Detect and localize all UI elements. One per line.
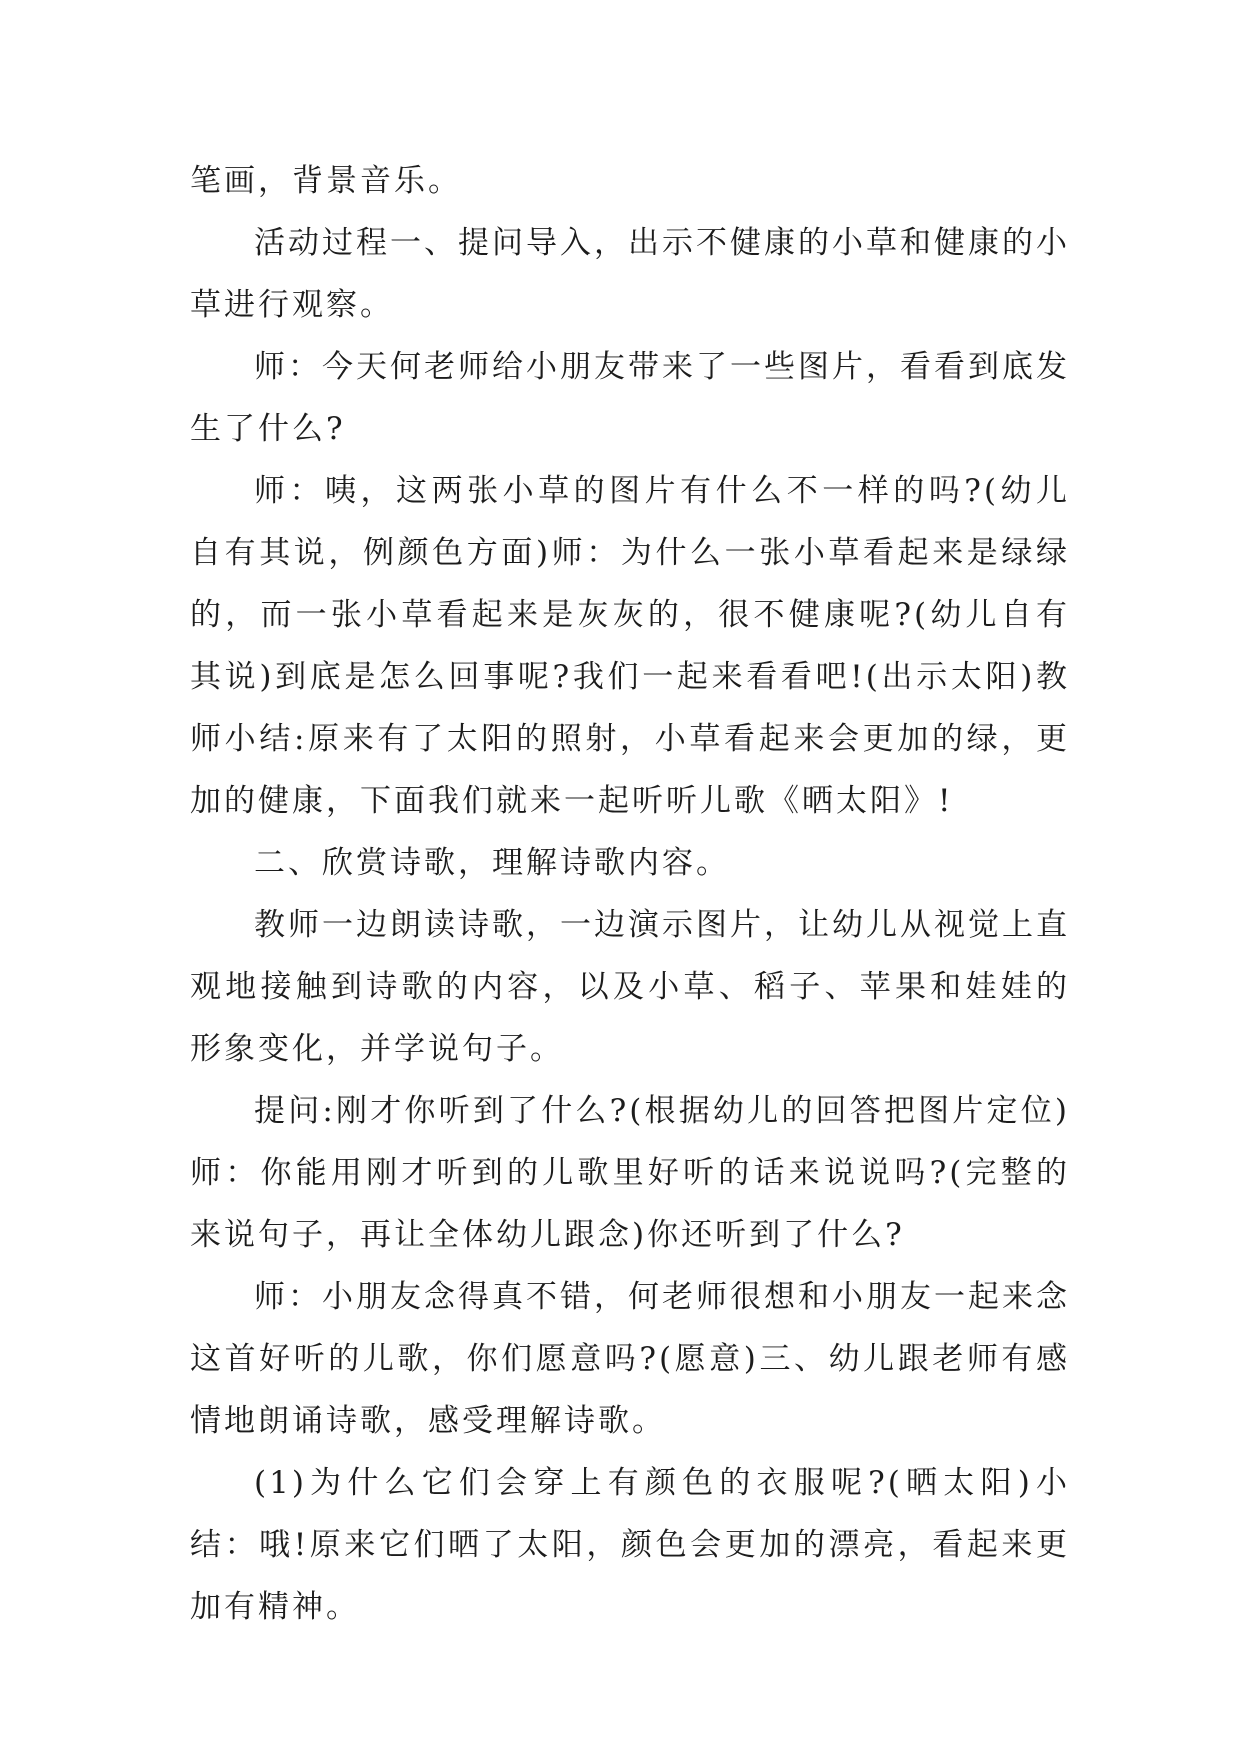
paragraph-grass-comparison: 师：咦，这两张小草的图片有什么不一样的吗?(幼儿自有其说，例颜色方面)师：为什么一张小草看起来是绿绿的，而一张小草看起来是灰灰的，很不健康呢?(幼儿自有其说)到底是怎么回事呢?我们一起来看看吧!(出示太阳)教师小结:原来有了太阳的照射，小草看起来会更加的绿，更加的健康，下面我们就来一起听听儿歌《晒太阳》! (190, 473, 1070, 819)
document-body (190, 150, 1070, 1638)
paragraph-recite-together: 师：小朋友念得真不错，何老师很想和小朋友一起来念这首好听的儿歌，你们愿意吗?(愿意)三、幼儿跟老师有感情地朗诵诗歌，感受理解诗歌。 (190, 1279, 1070, 1439)
paragraph-materials-end: 笔画，背景音乐。 (190, 163, 462, 199)
paragraph-teacher-reading: 教师一边朗读诗歌，一边演示图片，让幼儿从视觉上直观地接触到诗歌的内容，以及小草、稻子、苹果和娃娃的形象变化，并学说句子。 (190, 907, 1070, 1067)
paragraph-step-two-heading: 二、欣赏诗歌，理解诗歌内容。 (254, 845, 730, 881)
paragraph-questions: 提问:刚才你听到了什么?(根据幼儿的回答把图片定位)师：你能用刚才听到的儿歌里好听的话来说说吗?(完整的来说句子，再让全体幼儿跟念)你还听到了什么? (190, 1093, 1070, 1253)
paragraph-activity-step-one: 活动过程一、提问导入，出示不健康的小草和健康的小草进行观察。 (190, 225, 1070, 323)
paragraph-summary-one: (1)为什么它们会穿上有颜色的衣服呢?(晒太阳)小结：哦!原来它们晒了太阳，颜色会更加的漂亮，看起来更加有精神。 (190, 1465, 1070, 1625)
paragraph-teacher-intro: 师：今天何老师给小朋友带来了一些图片，看看到底发生了什么? (190, 349, 1070, 447)
